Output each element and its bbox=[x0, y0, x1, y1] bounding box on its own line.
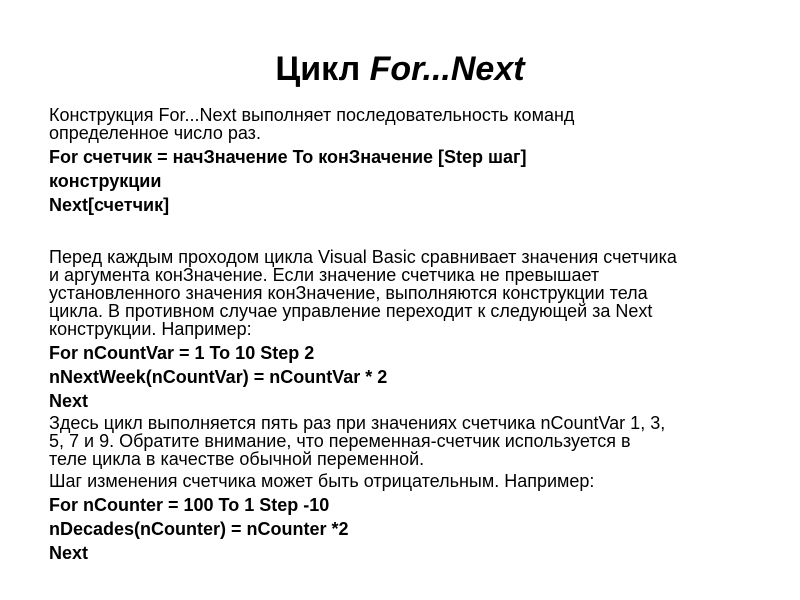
explanation-line: Здесь цикл выполняется пять раз при значениях счетчика nCountVar 1, 3, bbox=[49, 413, 666, 433]
negative-step-paragraph bbox=[49, 472, 764, 490]
slide-title-italic: For...Next bbox=[369, 50, 525, 88]
example2-code-line: Next bbox=[49, 543, 89, 563]
slide-content bbox=[49, 106, 764, 562]
intro-line: Конструкция For...Next выполняет последовательность команд bbox=[49, 105, 575, 125]
description-line: установленного значения конЗначение, выполняются конструкции тела bbox=[49, 283, 648, 303]
description-paragraph bbox=[49, 248, 764, 338]
negative-step-line: Шаг изменения счетчика может быть отрицательным. Например: bbox=[49, 471, 595, 491]
example1-code-line: For nCountVar = 1 To 10 Step 2 bbox=[49, 343, 315, 363]
explanation-paragraph bbox=[49, 414, 764, 468]
example1-code-line: Next bbox=[49, 391, 89, 411]
explanation-line: 5, 7 и 9. Обратите внимание, что переменная-счетчик используется в bbox=[49, 431, 631, 451]
syntax-line: For счетчик = начЗначение To конЗначение [Step шаг] bbox=[49, 147, 527, 167]
description-line: конструкции. Например: bbox=[49, 319, 252, 339]
example2-code-line: nDecades(nCounter) = nCounter *2 bbox=[49, 519, 349, 539]
example2-code-line: For nCounter = 100 To 1 Step -10 bbox=[49, 495, 330, 515]
description-line: и аргумента конЗначение. Если значение счетчика не превышает bbox=[49, 265, 600, 285]
intro-line: определенное число раз. bbox=[49, 123, 261, 143]
syntax-line: Next[счетчик] bbox=[49, 195, 170, 215]
intro-paragraph bbox=[49, 106, 764, 142]
slide-title-prefix: Цикл bbox=[275, 50, 370, 88]
syntax-line: конструкции bbox=[49, 171, 162, 191]
example1-code-line: nNextWeek(nCountVar) = nCountVar * 2 bbox=[49, 367, 388, 387]
slide-title bbox=[0, 47, 800, 91]
description-line: цикла. В противном случае управление переходит к следующей за Next bbox=[49, 301, 653, 321]
description-line: Перед каждым проходом цикла Visual Basic сравнивает значения счетчика bbox=[49, 247, 677, 267]
explanation-line: теле цикла в качестве обычной переменной. bbox=[49, 449, 425, 469]
